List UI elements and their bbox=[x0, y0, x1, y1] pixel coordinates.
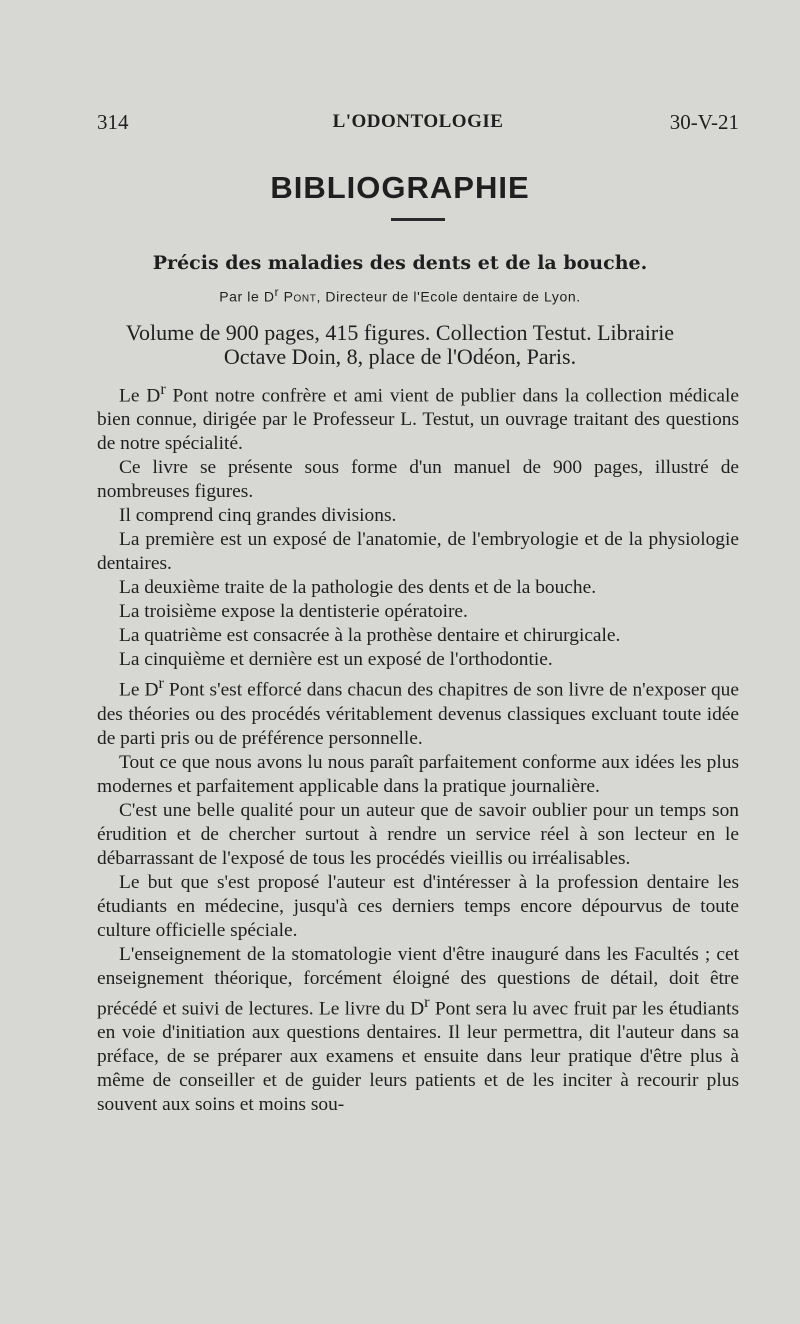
body-paragraph bbox=[97, 672, 739, 750]
paragraph-text: La quatrième est consacrée à la prothèse dentaire et chirurgicale. bbox=[119, 625, 621, 647]
body-paragraph bbox=[97, 378, 739, 456]
body-paragraph bbox=[97, 576, 739, 600]
paragraph-text: La cinquième et dernière est un exposé de l'orthodontie. bbox=[119, 649, 553, 671]
paragraph-text: Ce livre se présente sous forme d'un manuel de 900 pages, illustré de nombreuses figures. bbox=[97, 457, 739, 503]
superscript: r bbox=[158, 675, 164, 693]
body-paragraph bbox=[97, 600, 739, 624]
author-prefix: Par le D bbox=[219, 288, 275, 305]
body-paragraph bbox=[97, 751, 739, 799]
publication-line-1: Volume de 900 pages, 415 figures. Collection Testut. Librairie bbox=[125, 320, 675, 345]
author-line bbox=[0, 286, 800, 305]
paragraph-text: La deuxième traite de la pathologie des dents et de la bouche. bbox=[119, 577, 597, 599]
publication-line-2: Octave Doin, 8, place de l'Odéon, Paris. bbox=[223, 344, 577, 369]
superscript: r bbox=[424, 993, 430, 1011]
paragraph-text: Pont s'est efforcé dans chacun des chapitres de son livre de n'exposer que des théories ou des procédés véritablement devenus classiques excluant toute idée de parti pris ou de préférence personnelle. bbox=[97, 679, 739, 749]
author-superscript: r bbox=[274, 286, 280, 299]
issue-date: 30-V-21 bbox=[669, 110, 739, 134]
paragraph-text: Le D bbox=[119, 679, 159, 701]
paragraph-text: Pont sera lu avec fruit par les étudiants en voie d'initiation aux questions dentaires. Il leur permettra, dit l'auteur dans sa préface, de se préparer aux examens et ensuite dans leur pratique d'être plus à même de conseiller et de guider leurs patients et de les inciter à recourir plus souvent aux soins et moins sou- bbox=[97, 998, 739, 1116]
running-head bbox=[97, 110, 739, 140]
page-number: 314 bbox=[97, 110, 129, 134]
paragraph-text: Tout ce que nous avons lu nous paraît parfaitement conforme aux idées les plus modernes et parfaitement applicable dans la pratique journalière. bbox=[97, 751, 739, 797]
paragraph-text: Le D bbox=[119, 385, 161, 407]
body-paragraph bbox=[97, 456, 739, 504]
author-name: Pont bbox=[283, 288, 317, 305]
paragraph-text: Le but que s'est proposé l'auteur est d'intéresser à la profession dentaire les étudiants en médecine, jusqu'à ces derniers temps encore dépourvus de toute culture officielle spéciale. bbox=[97, 871, 739, 941]
paragraph-text: Pont notre confrère et ami vient de publier dans la collection médicale bien connue, dirigée par le Professeur L. Testut, un ouvrage traitant des questions de notre spécialité. bbox=[97, 385, 739, 455]
paragraph-text: Il comprend cinq grandes divisions. bbox=[119, 505, 397, 527]
paragraph-text: La première est un exposé de l'anatomie, de l'embryologie et de la physiologie dentaires. bbox=[97, 529, 739, 575]
paragraph-text: C'est une belle qualité pour un auteur que de savoir oublier pour un temps son érudition et de chercher surtout à rendre un service réel à son lecteur en le débarrassant de l'exposé de tous les procédés vieillis ou irréalisables. bbox=[97, 799, 739, 869]
author-suffix: , Directeur de l'Ecole dentaire de Lyon. bbox=[316, 288, 581, 305]
paragraph-text: La troisième expose la dentisterie opératoire. bbox=[119, 601, 468, 623]
body-paragraph bbox=[97, 871, 739, 943]
title-rule bbox=[391, 218, 445, 221]
body-paragraph bbox=[97, 504, 739, 528]
book-title: Précis des maladies des dents et de la bouche. bbox=[152, 252, 648, 274]
body-paragraph bbox=[97, 624, 739, 648]
body-paragraph bbox=[97, 799, 739, 871]
superscript: r bbox=[160, 381, 166, 398]
section-title: BIBLIOGRAPHIE bbox=[270, 170, 530, 205]
body-paragraph bbox=[97, 648, 739, 672]
journal-name: L'ODONTOLOGIE bbox=[332, 111, 504, 132]
review-body bbox=[97, 378, 739, 1117]
paragraph-text: L'enseignement de la stomatologie vient d'être inauguré dans les Facultés ; cet enseignement théorique, forcément éloigné des questions de détail, doit être précédé et suivi de lectures. Le livre du D bbox=[97, 943, 739, 1020]
body-paragraph bbox=[97, 943, 739, 1117]
body-paragraph bbox=[97, 528, 739, 576]
